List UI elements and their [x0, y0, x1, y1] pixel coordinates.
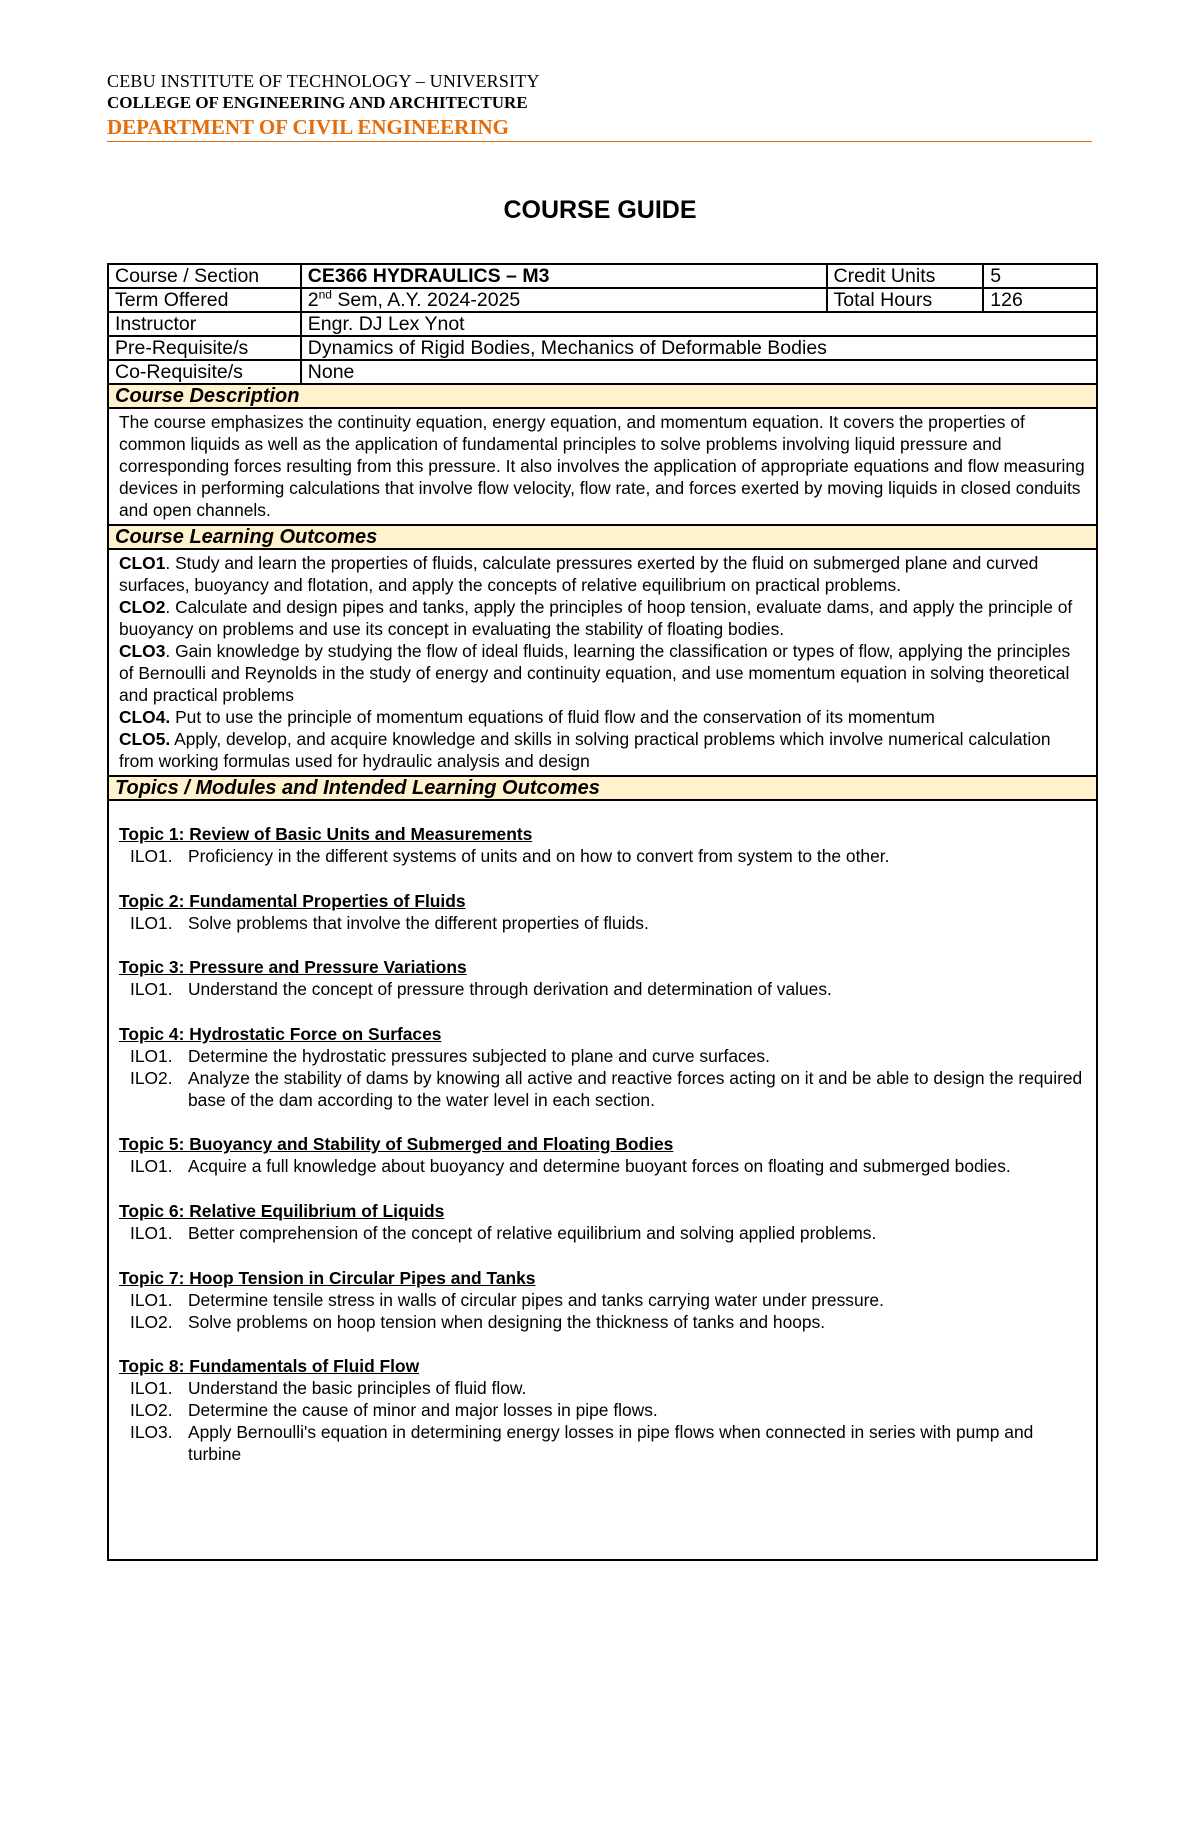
term-rest: Sem, A.Y. 2024-2025 — [331, 289, 521, 311]
instructor-value: Engr. DJ Lex Ynot — [301, 312, 1097, 336]
hours-label: Total Hours — [827, 288, 984, 312]
topic-block — [119, 823, 1086, 867]
clo-code: CLO4 — [119, 707, 166, 727]
clo-heading: Course Learning Outcomes — [108, 525, 1097, 549]
ilo-item — [119, 1399, 1086, 1421]
course-guide-table — [107, 263, 1098, 1561]
course-label: Course / Section — [108, 264, 301, 288]
ilo-item — [119, 1155, 1086, 1177]
ilo-text: Determine the cause of minor and major losses in pipe flows. — [188, 1400, 658, 1421]
topic-title: Topic 8: Fundamentals of Fluid Flow — [119, 1356, 420, 1377]
topic-block — [119, 1355, 1086, 1465]
coreq-row — [108, 360, 1097, 384]
coreq-label: Co-Requisite/s — [108, 360, 301, 384]
ilo-code: ILO2. — [130, 1311, 173, 1332]
ilo-text: Understand the basic principles of fluid flow. — [188, 1378, 527, 1399]
topic-list — [108, 800, 1097, 1560]
ilo-item — [119, 1421, 1086, 1465]
ilo-text: Apply Bernoulli's equation in determining energy losses in pipe flows when connected in series with pump and turbine — [188, 1422, 1034, 1465]
topic-title: Topic 3: Pressure and Pressure Variations — [119, 957, 467, 978]
topic-title: Topic 6: Relative Equilibrium of Liquids — [119, 1200, 445, 1221]
ilo-code: ILO2. — [130, 1067, 173, 1088]
clo-code: CLO2 — [119, 597, 166, 617]
term-value — [301, 288, 827, 312]
college-name: COLLEGE OF ENGINEERING AND ARCHITECTURE — [107, 93, 528, 112]
university-name: CEBU INSTITUTE OF TECHNOLOGY – UNIVERSITY — [107, 71, 540, 91]
ilo-item — [119, 1289, 1086, 1311]
ilo-code: ILO1. — [130, 1378, 173, 1399]
ilo-item — [119, 845, 1086, 867]
topic-title: Topic 2: Fundamental Properties of Fluids — [119, 890, 466, 911]
ilo-text: Solve problems on hoop tension when designing the thickness of tanks and hoops. — [188, 1311, 826, 1332]
clo-text: Study and learn the properties of fluids, calculate pressures exerted by the fluid on submerged plane and curved surfaces, buoyancy and flotation, and apply the concepts of relative equilibrium on practical problems. — [119, 553, 1039, 595]
instructor-label: Instructor — [108, 312, 301, 336]
ilo-item — [119, 1045, 1086, 1067]
clo-text: Apply, develop, and acquire knowledge and skills in solving practical problems which involve numerical calculation from working formulas used for hydraulic analysis and design — [119, 729, 1051, 771]
clo-text: Put to use the principle of momentum equations of fluid flow and the conservation of its momentum — [170, 707, 935, 727]
topic-title: Topic 7: Hoop Tension in Circular Pipes and Tanks — [119, 1267, 536, 1288]
clo-code: CLO5 — [119, 729, 166, 749]
topic-block — [119, 1133, 1086, 1177]
term-number: 2 — [307, 289, 319, 311]
coreq-value: None — [301, 360, 1097, 384]
ilo-code: ILO1. — [130, 1289, 173, 1310]
ilo-text: Solve problems that involve the different properties of fluids. — [188, 912, 649, 933]
ilo-text: Proficiency in the different systems of units and on how to convert from system to the other. — [188, 846, 890, 866]
prereq-row — [108, 336, 1097, 360]
clo-code: CLO1 — [119, 553, 166, 573]
ilo-code: ILO1. — [130, 1045, 173, 1066]
term-suffix: nd — [318, 287, 332, 302]
ilo-item — [119, 912, 1086, 934]
ilo-code: ILO1. — [130, 846, 173, 866]
clo-item — [119, 552, 1086, 596]
course-row — [108, 264, 1097, 288]
description-paragraph: The course emphasizes the continuity equation, energy equation, and momentum equation. It covers the properties of common liquids as well as the application of fundamental principles to solve problems involving liquid pressure and corresponding forces resulting from this pressure. It also involves the application of appropriate equations and flow measuring devices in performing calculations that involve flow velocity, flow rate, and forces exerted by moving liquids in closed conduits and open channels. — [119, 412, 1085, 520]
clo-separator: . — [165, 729, 171, 749]
topics-heading: Topics / Modules and Intended Learning Outcomes — [108, 776, 1097, 800]
credit-label: Credit Units — [827, 264, 984, 288]
term-row — [108, 288, 1097, 312]
ilo-code: ILO1. — [130, 979, 173, 1000]
topic-block — [119, 956, 1086, 1000]
hours-value: 126 — [983, 288, 1097, 312]
ilo-text: Understand the concept of pressure through derivation and determination of values. — [188, 979, 832, 1000]
header-divider — [107, 141, 1092, 142]
description-heading: Course Description — [108, 384, 1097, 408]
clo-item — [119, 706, 1086, 728]
topic-block — [119, 1200, 1086, 1244]
credit-value: 5 — [983, 264, 1097, 288]
ilo-code: ILO1. — [130, 1222, 173, 1243]
ilo-code: ILO3. — [130, 1422, 173, 1443]
clo-text: Gain knowledge by studying the flow of ideal fluids, learning the classification or types of flow, applying the principles of Bernoulli and Reynolds in the study of energy and continuity equation, and use momentum equation in solving theoretical and practical problems — [119, 641, 1071, 705]
course-value: CE366 HYDRAULICS – M3 — [301, 264, 827, 288]
topic-block — [119, 1023, 1086, 1111]
ilo-code: ILO1. — [130, 1156, 173, 1177]
ilo-text: Better comprehension of the concept of relative equilibrium and solving applied problems. — [188, 1222, 877, 1243]
ilo-code: ILO2. — [130, 1400, 173, 1421]
clo-list — [108, 549, 1097, 776]
clo-separator: . — [165, 641, 171, 661]
prereq-label: Pre-Requisite/s — [108, 336, 301, 360]
ilo-text: Analyze the stability of dams by knowing all active and reactive forces acting on it and be able to design the required base of the dam according to the water level in each section. — [188, 1067, 1083, 1110]
topic-title: Topic 1: Review of Basic Units and Measurements — [119, 824, 533, 844]
clo-item — [119, 596, 1086, 640]
ilo-code: ILO1. — [130, 912, 173, 933]
description-text — [108, 408, 1097, 525]
topic-block — [119, 1267, 1086, 1333]
clo-separator: . — [165, 707, 171, 727]
ilo-item — [119, 1377, 1086, 1399]
topic-title: Topic 5: Buoyancy and Stability of Submerged and Floating Bodies — [119, 1134, 674, 1155]
ilo-item — [119, 1222, 1086, 1244]
instructor-row — [108, 312, 1097, 336]
letterhead — [107, 70, 1092, 142]
topic-block — [119, 890, 1086, 934]
ilo-text: Determine tensile stress in walls of circular pipes and tanks carrying water under pressure. — [188, 1289, 884, 1310]
clo-separator: . — [165, 597, 171, 617]
prereq-value: Dynamics of Rigid Bodies, Mechanics of Deformable Bodies — [301, 336, 1097, 360]
page-title: COURSE GUIDE — [503, 196, 697, 224]
department-name: DEPARTMENT OF CIVIL ENGINEERING — [107, 115, 510, 139]
clo-text: Calculate and design pipes and tanks, apply the principles of hoop tension, evaluate dams, and apply the principle of buoyancy on problems and use its concept in evaluating the stability of floating bodies. — [119, 597, 1073, 639]
clo-separator: . — [165, 553, 171, 573]
ilo-text: Determine the hydrostatic pressures subjected to plane and curve surfaces. — [188, 1045, 770, 1066]
clo-code: CLO3 — [119, 641, 166, 661]
ilo-item — [119, 978, 1086, 1000]
clo-item — [119, 728, 1086, 772]
ilo-item — [119, 1067, 1086, 1111]
topic-title: Topic 4: Hydrostatic Force on Surfaces — [119, 1023, 442, 1044]
ilo-item — [119, 1311, 1086, 1333]
term-label: Term Offered — [108, 288, 301, 312]
ilo-text: Acquire a full knowledge about buoyancy and determine buoyant forces on floating and submerged bodies. — [188, 1156, 1011, 1177]
clo-item — [119, 640, 1086, 706]
